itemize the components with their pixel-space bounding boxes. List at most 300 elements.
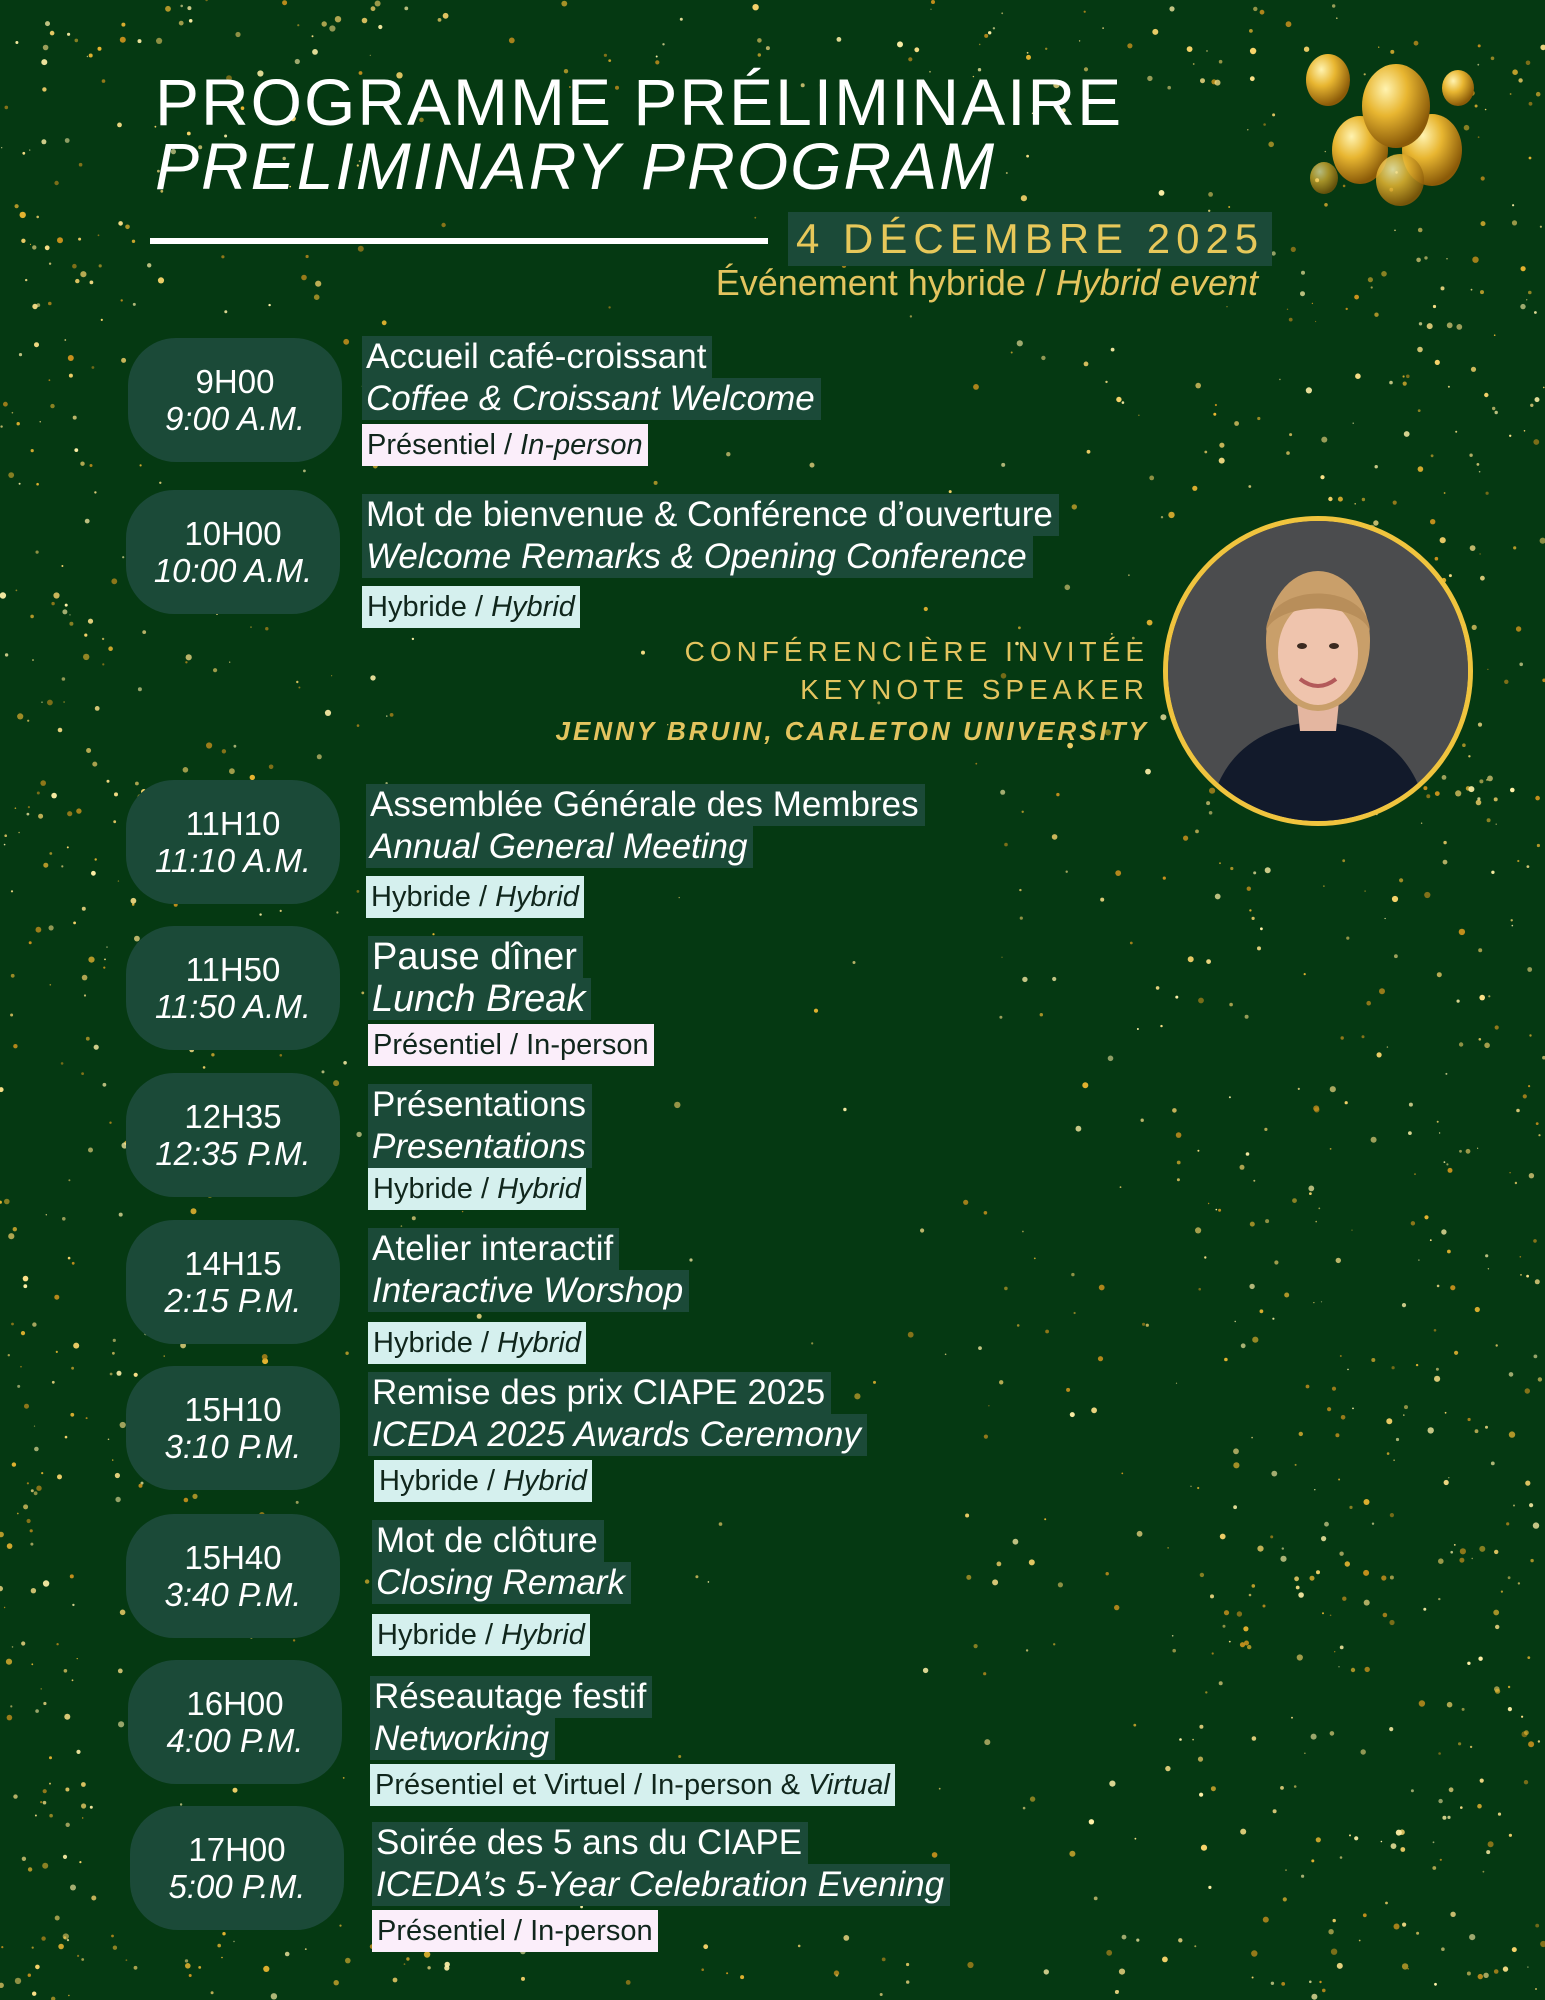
glitter-dot — [378, 25, 382, 29]
glitter-dot — [72, 264, 77, 269]
glitter-dot — [1528, 291, 1532, 295]
glitter-dot — [179, 21, 184, 26]
glitter-dot — [1362, 498, 1365, 501]
glitter-dot — [1510, 93, 1512, 95]
glitter-dot — [1480, 576, 1485, 581]
glitter-dot — [1322, 1612, 1324, 1614]
glitter-dot — [1525, 1481, 1530, 1486]
time-12h: 3:10 P.M. — [164, 1428, 302, 1465]
glitter-dot — [1311, 1859, 1314, 1862]
glitter-dot — [1346, 937, 1349, 940]
glitter-dot — [1327, 1407, 1331, 1411]
glitter-dot — [1030, 1796, 1035, 1801]
schedule-item — [362, 336, 821, 466]
glitter-dot — [1411, 1789, 1414, 1792]
glitter-dot — [184, 1498, 189, 1503]
glitter-dot — [1460, 1548, 1466, 1554]
glitter-dot — [296, 681, 298, 683]
glitter-dot — [1404, 1405, 1408, 1409]
glitter-dot — [988, 1405, 989, 1406]
glitter-dot — [51, 602, 54, 605]
glitter-dot — [263, 1966, 269, 1972]
event-type — [716, 262, 1258, 304]
glitter-dot — [1331, 1949, 1337, 1955]
glitter-dot — [1353, 423, 1354, 424]
glitter-dot — [98, 47, 102, 51]
glitter-dot — [1506, 1522, 1509, 1525]
glitter-dot — [233, 1941, 234, 1942]
glitter-dot — [224, 310, 227, 313]
glitter-dot — [1393, 501, 1397, 505]
glitter-dot — [356, 1132, 361, 1137]
glitter-dot — [1375, 465, 1378, 468]
glitter-dot — [1536, 1122, 1539, 1125]
glitter-dot — [87, 56, 88, 57]
glitter-dot — [1378, 47, 1379, 48]
glitter-dot — [1260, 927, 1263, 930]
glitter-dot — [1441, 1229, 1446, 1234]
glitter-dot — [1458, 1742, 1461, 1745]
glitter-dot — [1349, 1834, 1351, 1836]
glitter-dot — [1352, 1408, 1354, 1410]
glitter-dot — [1169, 6, 1174, 11]
glitter-dot — [1355, 373, 1361, 379]
keynote-label-french: CONFÉRENCIÈRE INVITÉE — [684, 636, 1149, 667]
glitter-dot — [121, 299, 123, 301]
glitter-dot — [1265, 867, 1271, 873]
glitter-dot — [1177, 1161, 1181, 1165]
glitter-dot — [125, 225, 130, 230]
time-12h: 11:10 A.M. — [155, 842, 311, 879]
session-title-french: Présentations — [368, 1084, 592, 1126]
glitter-dot — [432, 933, 434, 935]
format-french: Hybride / — [367, 591, 484, 623]
glitter-dot — [82, 975, 88, 981]
glitter-dot — [1392, 896, 1398, 902]
glitter-dot — [1004, 1287, 1008, 1291]
glitter-dot — [1052, 977, 1056, 981]
glitter-dot — [1478, 1657, 1482, 1661]
glitter-dot — [1301, 271, 1305, 275]
glitter-dot — [1299, 1432, 1303, 1436]
glitter-dot — [1263, 123, 1266, 126]
glitter-dot — [1462, 743, 1466, 747]
glitter-dot — [1106, 1572, 1109, 1575]
glitter-dot — [64, 1669, 68, 1673]
glitter-dot — [113, 1339, 116, 1342]
glitter-dot — [1205, 1691, 1207, 1693]
glitter-dot — [0, 592, 6, 598]
glitter-dot — [608, 59, 611, 62]
glitter-dot — [1521, 1716, 1523, 1718]
glitter-dot — [1469, 454, 1472, 457]
time-12h: 5:00 P.M. — [168, 1868, 306, 1905]
glitter-dot — [74, 448, 78, 452]
schedule-item — [372, 1520, 631, 1656]
schedule-item — [368, 1084, 592, 1210]
glitter-dot — [1240, 1165, 1245, 1170]
glitter-dot — [32, 1947, 34, 1949]
glitter-dot — [15, 1978, 21, 1984]
glitter-dot — [1308, 1186, 1314, 1192]
glitter-dot — [1394, 230, 1396, 232]
glitter-dot — [1208, 1203, 1209, 1204]
glitter-dot — [1289, 433, 1292, 436]
glitter-dot — [1385, 918, 1386, 919]
glitter-dot — [1363, 1570, 1369, 1576]
glitter-dot — [158, 277, 164, 283]
time-pill — [126, 1220, 340, 1344]
glitter-dot — [84, 634, 87, 637]
glitter-dot — [56, 1351, 58, 1353]
glitter-dot — [1345, 1561, 1350, 1566]
glitter-dot — [1438, 1799, 1442, 1803]
format-tag — [368, 1168, 586, 1210]
glitter-dot — [1072, 504, 1077, 509]
glitter-dot — [1434, 1329, 1437, 1332]
glitter-dot — [1534, 1355, 1538, 1359]
glitter-dot — [1389, 1727, 1393, 1731]
glitter-dot — [91, 1896, 96, 1901]
glitter-dot — [30, 244, 31, 245]
glitter-dot — [1084, 362, 1089, 367]
glitter-dot — [1094, 1897, 1098, 1901]
glitter-dot — [1313, 1302, 1314, 1303]
glitter-dot — [1530, 1559, 1533, 1562]
glitter-dot — [1279, 379, 1281, 381]
glitter-dot — [1351, 1230, 1352, 1231]
glitter-dot — [1304, 973, 1306, 975]
glitter-dot — [1437, 1285, 1440, 1288]
glitter-dot — [752, 4, 758, 10]
glitter-dot — [939, 1788, 941, 1790]
glitter-dot — [1359, 1940, 1361, 1942]
glitter-dot — [1515, 1182, 1517, 1184]
glitter-dot — [1246, 1152, 1250, 1156]
glitter-dot — [1282, 1547, 1284, 1549]
glitter-dot — [51, 1997, 55, 2000]
glitter-dot — [43, 1789, 47, 1793]
glitter-dot — [1249, 1284, 1254, 1289]
glitter-dot — [180, 5, 183, 8]
glitter-dot — [1484, 1043, 1490, 1049]
glitter-dot — [1216, 1209, 1218, 1211]
glitter-dot — [1260, 10, 1265, 15]
glitter-dot — [41, 1688, 42, 1689]
glitter-dot — [1468, 1418, 1471, 1421]
glitter-dot — [1253, 1180, 1255, 1182]
glitter-dot — [1226, 306, 1227, 307]
gold-balloons-icon — [1300, 50, 1480, 210]
glitter-dot — [365, 1579, 369, 1583]
glitter-dot — [63, 1933, 69, 1939]
glitter-dot — [90, 281, 94, 285]
glitter-dot — [1512, 220, 1517, 225]
glitter-dot — [1183, 836, 1188, 841]
glitter-dot — [1496, 824, 1497, 825]
glitter-dot — [24, 1404, 29, 1409]
glitter-dot — [1161, 516, 1163, 518]
glitter-dot — [1495, 1689, 1500, 1694]
glitter-dot — [1466, 1149, 1471, 1154]
glitter-dot — [975, 763, 977, 765]
glitter-dot — [1494, 334, 1496, 336]
glitter-dot — [358, 246, 364, 252]
glitter-dot — [186, 654, 192, 660]
glitter-dot — [834, 1970, 839, 1975]
glitter-dot — [1364, 1600, 1370, 1606]
glitter-dot — [134, 1966, 138, 1970]
glitter-dot — [94, 491, 96, 493]
glitter-dot — [1309, 1981, 1312, 1984]
glitter-dot — [61, 865, 63, 867]
glitter-dot — [1414, 1173, 1416, 1175]
time-24h: 15H10 — [184, 1391, 282, 1428]
glitter-dot — [1340, 1856, 1343, 1859]
glitter-dot — [298, 687, 300, 689]
glitter-dot — [68, 1257, 71, 1260]
glitter-dot — [1414, 41, 1419, 46]
glitter-dot — [404, 1963, 406, 1965]
schedule-item — [362, 494, 1059, 628]
glitter-dot — [1533, 439, 1539, 445]
glitter-dot — [689, 1258, 692, 1261]
glitter-dot — [1321, 437, 1327, 443]
glitter-dot — [1535, 1279, 1540, 1284]
session-title-english: ICEDA’s 5-Year Celebration Evening — [372, 1864, 950, 1906]
session-title-french: Mot de bienvenue & Conférence d’ouverture — [362, 494, 1059, 536]
glitter-dot — [1280, 1556, 1286, 1562]
glitter-dot — [404, 6, 408, 10]
glitter-dot — [1229, 1003, 1233, 1007]
glitter-dot — [213, 668, 217, 672]
glitter-dot — [28, 1867, 32, 1871]
glitter-dot — [1513, 546, 1516, 549]
glitter-dot — [1076, 1126, 1082, 1132]
glitter-dot — [121, 23, 125, 27]
glitter-dot — [49, 852, 52, 855]
glitter-dot — [1233, 1448, 1239, 1454]
glitter-dot — [1403, 382, 1407, 386]
session-title-french: Remise des prix CIAPE 2025 — [368, 1372, 831, 1414]
glitter-dot — [1381, 271, 1387, 277]
glitter-dot — [1480, 290, 1484, 294]
glitter-dot — [1247, 129, 1248, 130]
glitter-dot — [843, 1108, 846, 1111]
glitter-dot — [1289, 318, 1293, 322]
glitter-dot — [31, 1588, 36, 1593]
glitter-dot — [118, 1669, 123, 1674]
glitter-dot — [1026, 155, 1029, 158]
glitter-dot — [50, 404, 54, 408]
glitter-dot — [1501, 1591, 1503, 1593]
glitter-dot — [1391, 1843, 1397, 1849]
format-french: Présentiel / In-person — [373, 1029, 649, 1061]
glitter-dot — [43, 1801, 47, 1805]
format-english: Virtual — [808, 1769, 890, 1801]
glitter-dot — [72, 1604, 74, 1606]
glitter-dot — [1298, 1592, 1304, 1598]
glitter-dot — [1494, 797, 1498, 801]
glitter-dot — [45, 21, 50, 26]
glitter-dot — [85, 519, 90, 524]
glitter-dot — [1434, 1983, 1437, 1986]
glitter-dot — [47, 700, 53, 706]
glitter-dot — [382, 320, 387, 325]
glitter-dot — [185, 661, 187, 663]
glitter-dot — [1013, 1539, 1019, 1545]
glitter-dot — [322, 1070, 325, 1073]
glitter-dot — [1416, 1364, 1418, 1366]
glitter-dot — [1145, 769, 1151, 775]
glitter-dot — [1526, 299, 1527, 300]
glitter-dot — [1233, 1505, 1237, 1509]
glitter-dot — [1208, 192, 1213, 197]
glitter-dot — [1488, 1841, 1494, 1847]
glitter-dot — [641, 651, 645, 655]
glitter-dot — [49, 925, 54, 930]
glitter-dot — [1540, 1941, 1545, 1947]
glitter-dot — [222, 749, 226, 753]
glitter-dot — [674, 1102, 680, 1108]
glitter-dot — [662, 43, 664, 45]
glitter-dot — [30, 615, 34, 619]
glitter-dot — [1483, 1973, 1488, 1978]
glitter-dot — [1528, 1741, 1534, 1747]
glitter-dot — [1108, 1056, 1114, 1062]
glitter-dot — [72, 1262, 75, 1265]
glitter-dot — [1321, 1536, 1326, 1541]
glitter-dot — [412, 638, 414, 640]
glitter-dot — [343, 1777, 345, 1779]
glitter-dot — [312, 35, 314, 37]
glitter-dot — [1199, 1725, 1203, 1729]
glitter-dot — [0, 1201, 2, 1204]
glitter-dot — [282, 0, 287, 5]
glitter-dot — [1509, 1372, 1514, 1377]
glitter-dot — [112, 1352, 115, 1355]
schedule-item — [368, 1228, 689, 1364]
glitter-dot — [70, 1413, 74, 1417]
glitter-dot — [1389, 1620, 1394, 1625]
glitter-dot — [43, 863, 48, 868]
glitter-dot — [233, 1788, 238, 1793]
glitter-dot — [1361, 1749, 1366, 1754]
glitter-dot — [1263, 1605, 1266, 1608]
glitter-dot — [35, 1709, 39, 1713]
glitter-dot — [118, 1721, 124, 1727]
glitter-dot — [1034, 1258, 1036, 1260]
glitter-dot — [393, 1978, 398, 1983]
glitter-dot — [1280, 1786, 1284, 1790]
time-12h: 3:40 P.M. — [164, 1576, 302, 1613]
glitter-dot — [1535, 1924, 1539, 1928]
glitter-dot — [1447, 1250, 1451, 1254]
glitter-dot — [1197, 1487, 1199, 1489]
glitter-dot — [322, 21, 327, 26]
glitter-dot — [73, 416, 77, 420]
glitter-dot — [1314, 1489, 1315, 1490]
glitter-dot — [897, 41, 903, 47]
glitter-dot — [115, 1473, 120, 1478]
glitter-dot — [27, 720, 29, 722]
glitter-dot — [1020, 917, 1023, 920]
glitter-dot — [375, 1, 381, 7]
glitter-dot — [189, 19, 193, 23]
glitter-dot — [1516, 1109, 1520, 1113]
glitter-dot — [1390, 1513, 1394, 1517]
glitter-dot — [1521, 266, 1526, 271]
glitter-dot — [1468, 786, 1474, 792]
glitter-dot — [217, 1944, 221, 1948]
glitter-dot — [1340, 1355, 1342, 1357]
glitter-dot — [222, 1932, 225, 1935]
glitter-dot — [68, 1179, 70, 1181]
glitter-dot — [1337, 1963, 1343, 1969]
glitter-dot — [86, 1417, 88, 1419]
glitter-dot — [626, 1980, 631, 1985]
glitter-dot — [1128, 574, 1130, 576]
glitter-dot — [36, 1486, 41, 1491]
time-12h: 10:00 A.M. — [153, 552, 313, 589]
glitter-dot — [371, 6, 376, 11]
glitter-dot — [1364, 1499, 1370, 1505]
glitter-dot — [1440, 1859, 1442, 1861]
glitter-dot — [920, 1228, 924, 1232]
glitter-dot — [89, 54, 93, 58]
glitter-dot — [57, 1474, 62, 1479]
glitter-dot — [1001, 463, 1005, 467]
glitter-dot — [1315, 321, 1316, 322]
format-french: Hybride / — [373, 1327, 490, 1359]
glitter-dot — [43, 1580, 49, 1586]
time-pill — [126, 490, 340, 614]
glitter-dot — [4, 844, 6, 846]
glitter-dot — [1400, 1847, 1405, 1852]
glitter-dot — [120, 37, 126, 43]
glitter-dot — [34, 1426, 35, 1427]
glitter-dot — [28, 1974, 31, 1977]
session-title-french: Atelier interactif — [368, 1228, 619, 1270]
glitter-dot — [34, 1447, 39, 1452]
glitter-dot — [317, 754, 322, 759]
glitter-dot — [740, 1975, 744, 1979]
glitter-dot — [1021, 195, 1027, 201]
glitter-dot — [98, 234, 100, 236]
glitter-dot — [984, 1435, 988, 1439]
glitter-dot — [36, 927, 42, 933]
glitter-dot — [113, 1946, 117, 1950]
glitter-dot — [1349, 1506, 1352, 1509]
glitter-dot — [1512, 1947, 1517, 1952]
glitter-dot — [1443, 841, 1446, 844]
glitter-dot — [999, 1380, 1003, 1384]
glitter-dot — [22, 152, 25, 155]
glitter-dot — [978, 1346, 982, 1350]
glitter-dot — [1494, 1550, 1498, 1554]
glitter-dot — [979, 44, 981, 46]
glitter-dot — [54, 181, 58, 185]
glitter-dot — [1252, 917, 1255, 920]
session-title-english: ICEDA 2025 Awards Ceremony — [368, 1414, 867, 1456]
glitter-dot — [438, 18, 442, 22]
glitter-dot — [111, 1935, 114, 1938]
glitter-dot — [1322, 1989, 1326, 1993]
keynote-speaker-name: JENNY BRUIN, CARLETON UNIVERSITY — [555, 716, 1149, 746]
glitter-dot — [1435, 360, 1440, 365]
glitter-dot — [343, 1061, 347, 1065]
glitter-dot — [1172, 1649, 1176, 1653]
